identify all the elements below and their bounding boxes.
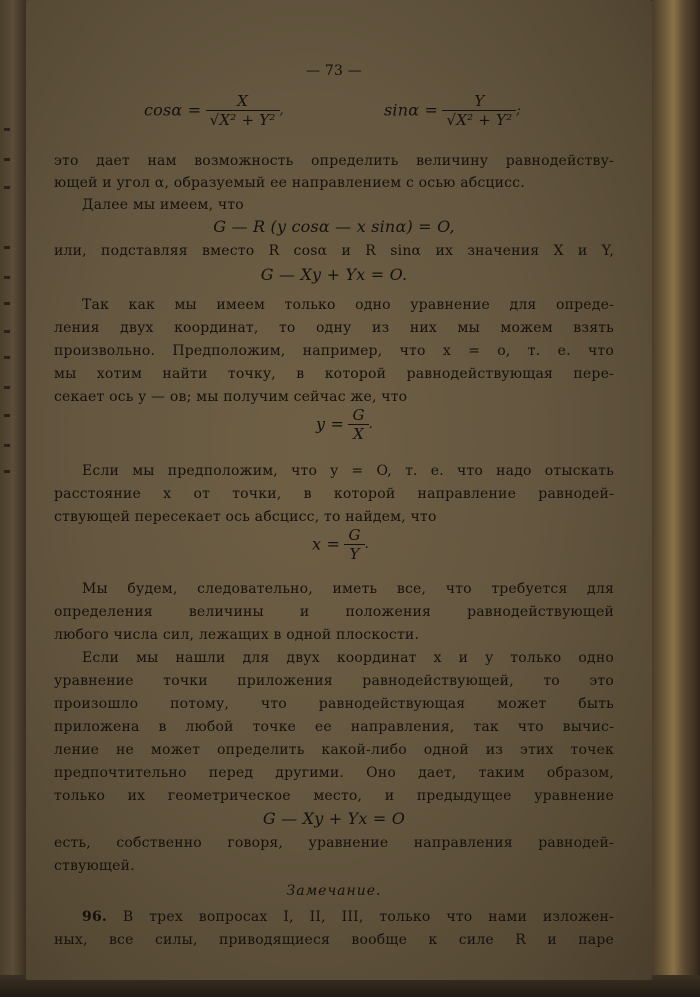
text-line: ления двух координат, то одну из них мы можем взять — [54, 320, 614, 336]
text-line: предпочтительно перед другими. Оно дает, таким образом, — [54, 765, 614, 781]
fraction-x-numerator: G — [348, 526, 361, 544]
text-line: любого числа сил, лежащих в одной плоскости. — [54, 627, 420, 643]
paragraph-96-line: ных, все силы, приводящиеся вообще к силе R и паре — [54, 932, 614, 948]
text-line: это дает нам возможность определить величину равнодейству- — [54, 153, 614, 169]
text-line: мы хотим найти точку, в которой равнодействующая пере- — [54, 366, 614, 382]
text-line: ление не может определить какой-либо одной из этих точек — [54, 742, 614, 758]
fraction-x — [344, 526, 364, 563]
fraction-x-denominator: Y — [344, 544, 364, 563]
paragraph-96-line — [82, 906, 614, 928]
fraction-sin-numerator: Y — [474, 92, 485, 110]
fraction-y-numerator: G — [352, 406, 365, 424]
text-line: Так как мы имеем только одно уравнение для опреде- — [82, 297, 614, 313]
remark-heading: Замечание. — [286, 883, 382, 899]
page-number: — 73 — — [306, 63, 362, 79]
formula-cos — [144, 92, 284, 129]
formula-x-punct: . — [364, 537, 369, 552]
text-line: произвольно. Предположим, например, что x = o, т. е. что — [54, 343, 614, 359]
left-page-marks — [0, 0, 26, 997]
text-line: секает ось y — ов; мы получим сейчас же, что — [54, 389, 408, 405]
formula-cos-punct: , — [279, 103, 284, 118]
formula-g-xy-repeat: G — Xy + Yx = O — [262, 809, 406, 828]
text-line: Если мы предположим, что y = O, т. е. что надо отыскать — [82, 463, 614, 479]
formula-sin — [384, 92, 521, 129]
fraction-cos — [206, 92, 280, 129]
text-line: только их геометрическое место, и предыдущее уравнение — [54, 788, 614, 804]
formula-sin-lhs: sinα = — [384, 100, 439, 120]
text-line: или, подставляя вместо R cosα и R sinα их значения X и Y, — [54, 243, 614, 259]
text-line: расстояние x от точки, в которой направление равнодей- — [54, 486, 614, 502]
text-line: уравнение точки приложения равнодействующей, то это — [54, 673, 614, 689]
text-line: ющей и угол α, образуемый ее направлением с осью абсцисс. — [54, 175, 525, 191]
text-line: приложена в любой точке ее направления, так что вычис- — [54, 719, 614, 735]
text-line: Мы будем, следовательно, иметь все, что требуется для — [82, 581, 614, 597]
formula-y-lhs: y = — [316, 414, 345, 434]
text-line: ствующей. — [54, 858, 135, 874]
text-line: Далее мы имеем, что — [82, 197, 244, 213]
paragraph-96-text: В трех вопросах I, II, III, только что нами изложен- — [122, 909, 614, 925]
formula-cos-lhs: cosα = — [144, 100, 202, 120]
right-page-edges — [652, 0, 700, 997]
text-line: произошло потому, что равнодействующая может быть — [54, 696, 614, 712]
text-line: есть, собственно говоря, уравнение направления равнодей- — [54, 835, 614, 851]
paragraph-number: 96. — [82, 909, 107, 925]
formula-g-r: G — R (y cosα — x sinα) = O, — [213, 217, 455, 236]
formula-y-punct: . — [368, 417, 374, 432]
text-line: Если мы нашли для двух координат x и y только одно — [82, 650, 614, 666]
text-line: ствующей пересекает ось абсцисс, то найдем, что — [54, 509, 437, 525]
fraction-y-denominator: X — [348, 424, 368, 443]
formula-sin-punct: ; — [516, 103, 521, 118]
fraction-sin-denominator: √X² + Y² — [442, 110, 516, 129]
fraction-y — [348, 406, 368, 443]
formula-x — [312, 526, 369, 563]
formula-g-xy: G — Xy + Yx = O. — [260, 265, 408, 284]
formula-x-lhs: x = — [312, 534, 341, 554]
formula-y — [316, 406, 373, 443]
book-page — [26, 0, 652, 980]
fraction-cos-denominator: √X² + Y² — [206, 110, 280, 129]
fraction-cos-numerator: X — [237, 92, 249, 110]
fraction-sin — [442, 92, 516, 129]
text-line: определения величины и положения равнодействующей — [54, 604, 614, 620]
